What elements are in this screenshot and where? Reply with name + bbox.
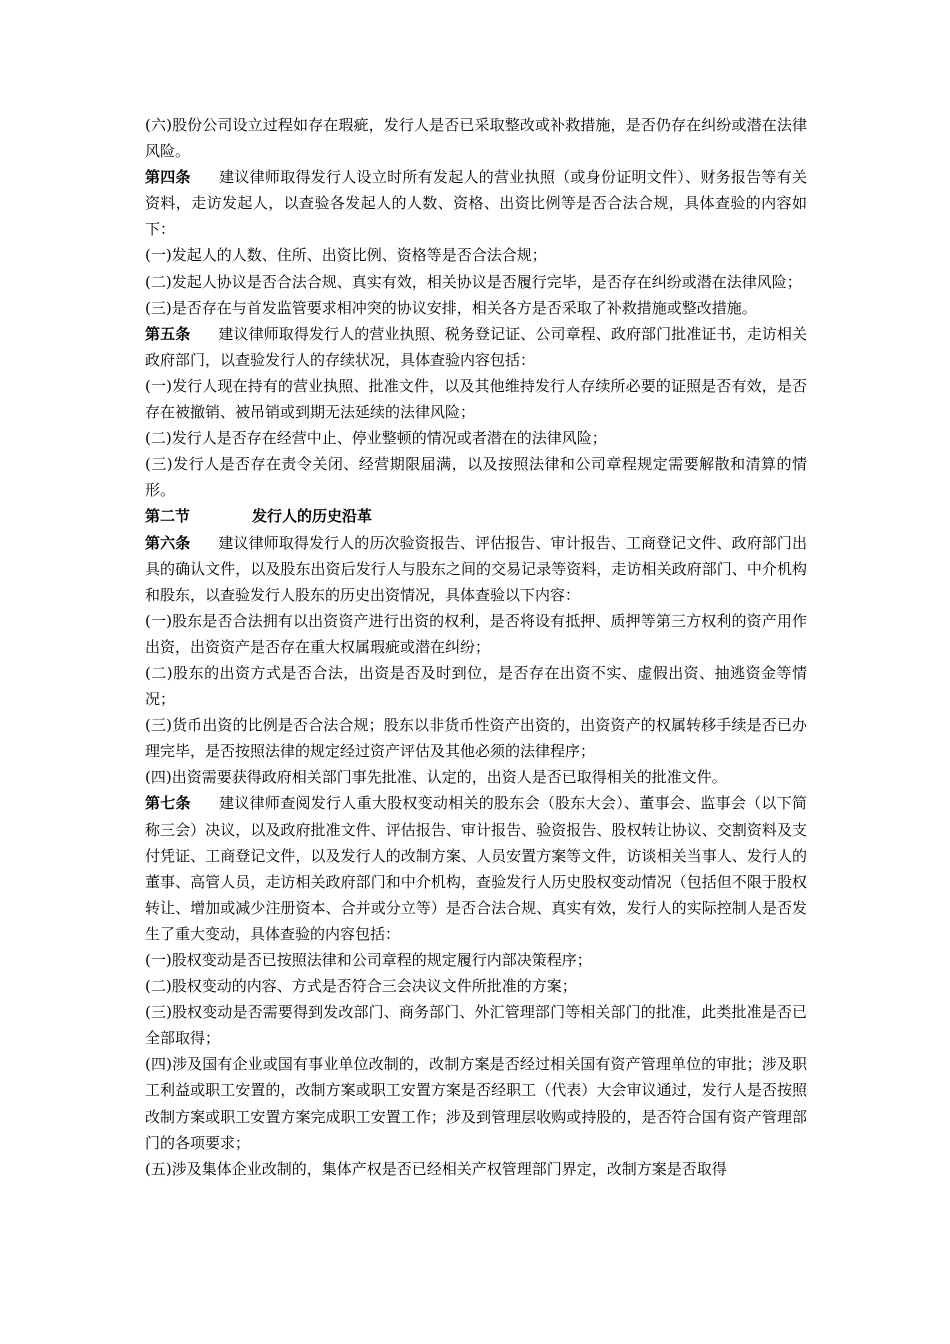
article-4-item-2 — [145, 269, 807, 295]
article-6-item-1 — [145, 608, 807, 660]
article-text: 建议律师查阅发行人重大股权变动相关的股东会（股东大会）、董事会、监事会（以下简称三会）决议，以及政府批准文件、评估报告、审计报告、验资报告、股权转让协议、交割资料及支付凭证、工商登记文件，以及发行人的改制方案、人员安置方案等文件，访谈相关当事人、发行人的董事、高管人员，走访相关政府部门和中介机构，查验发行人历史股权变动情况（包括但不限于股权转让、增加或减少注册资本、合并或分立等）是否合法合规、真实有效，发行人的实际控制人是否发生了重大变动，具体查验的内容包括： — [145, 794, 807, 943]
paragraph-text: (二)股东的出资方式是否合法，出资是否及时到位，是否存在出资不实、虚假出资、抽逃资金等情况； — [145, 663, 807, 709]
article-5-item-3 — [145, 451, 807, 503]
article-label: 第七条 — [145, 794, 191, 813]
paragraph-text: (一)股东是否合法拥有以出资资产进行出资的权利，是否将设有抵押、质押等第三方权利的资产用作出资，出资资产是否存在重大权属瑕疵或潜在纠纷； — [145, 611, 807, 656]
paragraph-6-defects — [145, 112, 807, 164]
paragraph-text: (三)货币出资的比例是否合法合规；股东以非货币性资产出资的，出资资产的权属转移手续是否已办理完毕，是否按照法律的规定经过资产评估及其他必须的法律程序； — [145, 716, 807, 761]
paragraph-text: (二)股权变动的内容、方式是否符合三会决议文件所批准的方案； — [145, 977, 577, 996]
article-4-item-3 — [145, 295, 807, 321]
article-6 — [145, 530, 807, 608]
article-7-item-5 — [145, 1156, 807, 1182]
article-7-item-2 — [145, 973, 807, 999]
article-6-item-4 — [145, 764, 807, 790]
paragraph-text: (五)涉及集体企业改制的，集体产权是否已经相关产权管理部门界定，改制方案是否取得 — [145, 1159, 727, 1178]
article-6-item-2 — [145, 660, 807, 712]
article-label: 第五条 — [145, 324, 191, 343]
section-title: 发行人的历史沿革 — [252, 507, 373, 526]
paragraph-text: (二)发起人协议是否合法合规、真实有效，相关协议是否履行完毕，是否存在纠纷或潜在法律风险； — [145, 272, 802, 291]
paragraph-text: (四)出资需要获得政府相关部门事先批准、认定的，出资人是否已取得相关的批准文件。 — [145, 768, 727, 787]
article-7-item-1 — [145, 947, 807, 973]
section-2-heading — [145, 503, 807, 529]
article-text: 建议律师取得发行人的营业执照、税务登记证、公司章程、政府部门批准证书，走访相关政府部门，以查验发行人的存续状况，具体查验内容包括： — [145, 324, 807, 369]
section-label: 第二节 — [145, 507, 191, 526]
article-5-item-2 — [145, 425, 807, 451]
paragraph-text: (二)发行人是否存在经营中止、停业整顿的情况或者潜在的法律风险； — [145, 429, 607, 448]
article-label: 第四条 — [145, 168, 191, 187]
article-6-item-3 — [145, 712, 807, 764]
paragraph-text: (四)涉及国有企业或国有事业单位改制的，改制方案是否经过相关国有资产管理单位的审批；涉及职工利益或职工安置的，改制方案或职工安置方案是否经职工（代表）大会审议通过，发行人是否按照改制方案或职工安置方案完成职工安置工作；涉及到管理层收购或持股的，是否符合国有资产管理部门的各项要求； — [145, 1055, 807, 1152]
article-4-item-1 — [145, 242, 807, 268]
article-7 — [145, 790, 807, 947]
paragraph-text: (六)股份公司设立过程如存在瑕疵，发行人是否已采取整改或补救措施，是否仍存在纠纷或潜在法律风险。 — [145, 116, 807, 161]
paragraph-text: (一)发行人现在持有的营业执照、批准文件，以及其他维持发行人存续所必要的证照是否有效，是否存在被撤销、被吊销或到期无法延续的法律风险； — [145, 376, 807, 422]
article-4 — [145, 164, 807, 242]
paragraph-text: (一)发起人的人数、住所、出资比例、资格等是否合法合规； — [145, 246, 547, 265]
article-5-item-1 — [145, 373, 807, 425]
article-5 — [145, 321, 807, 373]
paragraph-text: (一)股权变动是否已按照法律和公司章程的规定履行内部决策程序； — [145, 951, 592, 969]
paragraph-text: (三)发行人是否存在责令关闭、经营期限届满，以及按照法律和公司章程规定需要解散和清算的情形。 — [145, 455, 807, 500]
article-text: 建议律师取得发行人设立时所有发起人的营业执照（或身份证明文件）、财务报告等有关资料，走访发起人，以查验各发起人的人数、资格、出资比例等是否合法合规，具体查验的内容如下： — [145, 168, 807, 239]
article-7-item-4 — [145, 1051, 807, 1155]
paragraph-text: (三)是否存在与首发监管要求相冲突的协议安排，相关各方是否采取了补救措施或整改措施。 — [145, 298, 757, 317]
paragraph-text: (三)股权变动是否需要得到发改部门、商务部门、外汇管理部门等相关部门的批准，此类批准是否已全部取得； — [145, 1003, 807, 1048]
article-7-item-3 — [145, 999, 807, 1051]
article-text: 建议律师取得发行人的历次验资报告、评估报告、审计报告、工商登记文件、政府部门出具的确认文件，以及股东出资后发行人与股东之间的交易记录等资料，走访相关政府部门、中介机构和股东，以查验发行人股东的历史出资情况，具体查验以下内容： — [145, 533, 807, 604]
article-label: 第六条 — [145, 533, 191, 552]
document-page — [145, 112, 807, 1182]
